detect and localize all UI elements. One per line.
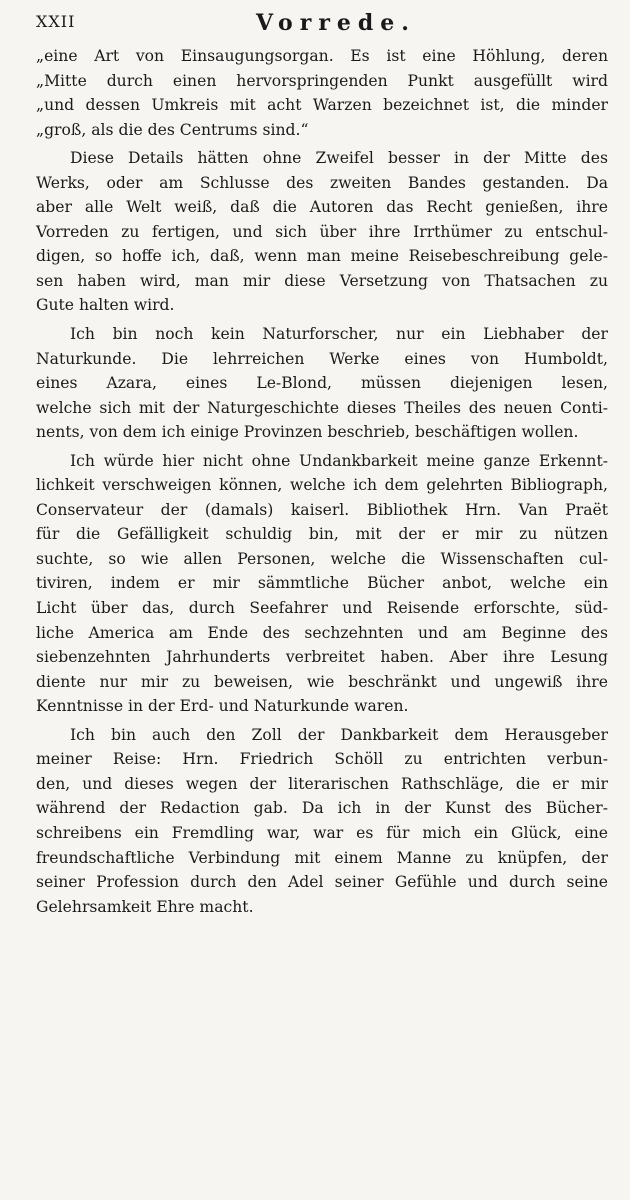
text-line: Naturkunde. Die lehrreichen Werke eines von Humboldt, [36,349,608,368]
paragraph [36,723,608,919]
text-line: tiviren, indem er mir sämmtliche Bücher anbot, welche ein [36,574,608,593]
text-line: sen haben wird, man mir diese Versetzung von Thatsachen zu [36,271,608,290]
text-line: nents, von dem ich einige Provinzen beschrieb, beschäftigen wollen. [36,423,579,442]
text-line: Kenntnisse in der Erd- und Naturkunde waren. [36,697,409,716]
text-line: meiner Reise: Hrn. Friedrich Schöll zu entrichten verbun- [36,750,608,769]
text-line: schreibens ein Fremdling war, war es für mich ein Glück, eine [36,823,608,842]
text-line: Ich bin noch kein Naturforscher, nur ein Liebhaber der [70,325,608,344]
text-line: digen, so hoffe ich, daß, wenn man meine Reisebeschreibung gele- [36,247,608,266]
text-line: Vorreden zu fertigen, und sich über ihre Irrthümer zu entschul- [36,222,608,241]
text-line: Ich bin auch den Zoll der Dankbarkeit dem Herausgeber [70,725,608,744]
paragraph [36,322,608,445]
text-line: liche America am Ende des sechzehnten und am Beginne des [36,623,608,642]
text-line: „groß, als die des Centrums sind.“ [36,120,309,139]
text-line: eines Azara, eines Le-Blond, müssen diejenigen lesen, [36,374,608,393]
text-line: seiner Profession durch den Adel seiner Gefühle und durch seine [36,873,608,892]
page-header [36,10,606,38]
text-line: „und dessen Umkreis mit acht Warzen bezeichnet ist, die minder [36,96,608,115]
text-line: während der Redaction gab. Da ich in der Kunst des Bücher- [36,799,608,818]
text-line: aber alle Welt weiß, daß die Autoren das Recht genießen, ihre [36,198,608,217]
text-line: „eine Art von Einsaugungsorgan. Es ist eine Höhlung, deren [36,47,608,65]
text-line: Licht über das, durch Seefahrer und Reisende erforschte, süd- [36,599,608,618]
text-line: Ich würde hier nicht ohne Undankbarkeit meine ganze Erkennt- [70,451,608,470]
running-title: Vorrede. [256,10,416,36]
text-line: diente nur mir zu beweisen, wie beschränkt und ungewiß ihre [36,672,608,691]
text-line: für die Gefälligkeit schuldig bin, mit der er mir zu nützen [36,525,608,544]
text-line: Conservateur der (damals) kaiserl. Bibliothek Hrn. Van Praët [36,500,608,519]
text-line: Gelehrsamkeit Ehre macht. [36,897,254,916]
text-line: „Mitte durch einen hervorspringenden Punkt ausgefüllt wird [36,71,608,90]
text-line: welche sich mit der Naturgeschichte dieses Theiles des neuen Conti- [36,398,608,417]
text-line: lichkeit verschweigen können, welche ich dem gelehrten Bibliograph, [36,476,608,495]
text-line: Gute halten wird. [36,296,175,315]
text-line: siebenzehnten Jahrhunderts verbreitet haben. Aber ihre Lesung [36,648,608,667]
paragraph [36,146,608,318]
body-text [36,44,608,919]
page-number: XXII [36,12,76,31]
text-line: suchte, so wie allen Personen, welche die Wissenschaften cul- [36,549,608,568]
paragraph [36,449,608,719]
text-line: freundschaftliche Verbindung mit einem Manne zu knüpfen, der [36,848,608,867]
text-line: den, und dieses wegen der literarischen Rathschläge, die er mir [36,774,608,793]
text-line: Werks, oder am Schlusse des zweiten Bandes gestanden. Da [36,173,608,192]
text-line: Diese Details hätten ohne Zweifel besser in der Mitte des [70,149,608,168]
paragraph [36,44,608,142]
